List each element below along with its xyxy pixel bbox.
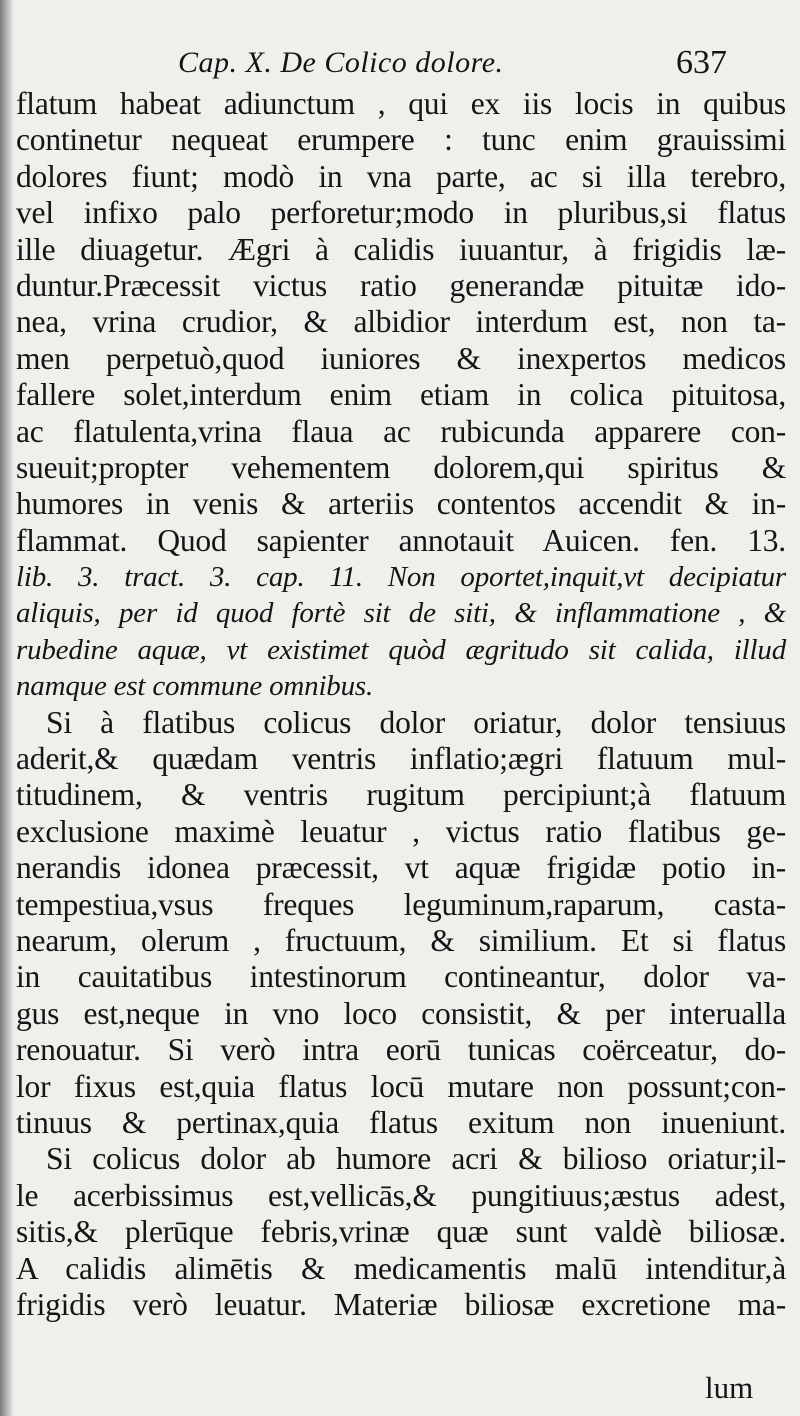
text-line: nerandis idonea præcessit, vt aquæ frigidæ potio in- [16, 850, 786, 886]
text-line: men perpetuò,quod iuniores & inexpertos medicos [16, 340, 786, 376]
text-line: exclusione maximè leuatur , victus ratio flatibus ge- [16, 813, 786, 849]
text-line: lib. 3. tract. 3. cap. 11. Non oportet,inquit,vt decipiatur [16, 561, 786, 594]
text-line: aderit,& quædam ventris inflatio;ægri flatuum mul- [16, 741, 786, 777]
text-line: renouatur. Si verò intra eorū tunicas coërceatur, do- [16, 1032, 786, 1068]
text-line: duntur.Præcessit victus ratio generandæ pituitæ ido- [16, 267, 786, 303]
text-line: namque est commune omnibus. [16, 670, 374, 703]
text-line: Si à flatibus colicus dolor oriatur, dolor tensiuus [46, 704, 786, 740]
body-text [16, 86, 786, 1323]
text-line: ac flatulenta,vrina flaua ac rubicunda apparere con- [16, 413, 786, 449]
text-line: le acerbissimus est,vellicās,& pungitiuus;æstus adest, [16, 1177, 786, 1213]
page-header [0, 40, 800, 92]
text-line: flammat. Quod sapienter annotauit Auicen. fen. 13. [16, 522, 786, 558]
catchword: lum [705, 1370, 754, 1405]
text-line: flatum habeat adiunctum , qui ex iis locis in quibus [16, 86, 786, 121]
text-line: in cauitatibus intestinorum contineantur, dolor va- [16, 959, 786, 995]
text-line: humores in venis & arteriis contentos accendit & in- [16, 486, 786, 522]
text-line: A calidis alimētis & medicamentis malū intenditur,à [16, 1250, 786, 1286]
running-head: Cap. X. De Colico dolore. [178, 46, 504, 79]
page-number: 637 [676, 44, 727, 81]
text-line: continetur nequeat erumpere : tunc enim grauissimi [16, 122, 786, 158]
text-line: tempestiua,vsus freques leguminum,raparum, casta- [16, 886, 786, 922]
text-line: tinuus & pertinax,quia flatus exitum non inueniunt. [16, 1104, 786, 1140]
text-line: sueuit;propter vehementem dolorem,qui spiritus & [16, 449, 786, 485]
text-line: lor fixus est,quia flatus locū mutare non possunt;con- [16, 1068, 786, 1104]
text-line: rubedine aquæ, vt existimet quòd ægritudo sit calida, illud [16, 633, 786, 666]
text-line: Si colicus dolor ab humore acri & bilioso oriatur;il- [46, 1141, 786, 1177]
text-line: titudinem, & ventris rugitum percipiunt;à flatuum [16, 777, 786, 813]
page-gutter-shadow [0, 0, 14, 1416]
text-line: dolores fiunt; modò in vna parte, ac si illa terebro, [16, 158, 786, 194]
text-line: gus est,neque in vno loco consistit, & per interualla [16, 995, 786, 1031]
text-line: nea, vrina crudior, & albidior interdum est, non ta- [16, 304, 786, 340]
text-line: nearum, olerum , fructuum, & similium. Et si flatus [16, 922, 786, 958]
text-line: sitis,& plerūque febris,vrinæ quæ sunt valdè biliosæ. [16, 1214, 786, 1250]
text-line: fallere solet,interdum enim etiam in colica pituitosa, [16, 377, 786, 413]
text-line: vel infixo palo perforetur;modo in pluribus,si flatus [16, 195, 786, 231]
text-line: frigidis verò leuatur. Materiæ biliosæ excretione ma- [16, 1286, 786, 1322]
text-line: ille diuagetur. Ægri à calidis iuuantur, à frigidis læ- [16, 231, 786, 267]
text-line: aliquis, per id quod fortè sit de siti, & inflammatione , & [16, 597, 786, 630]
